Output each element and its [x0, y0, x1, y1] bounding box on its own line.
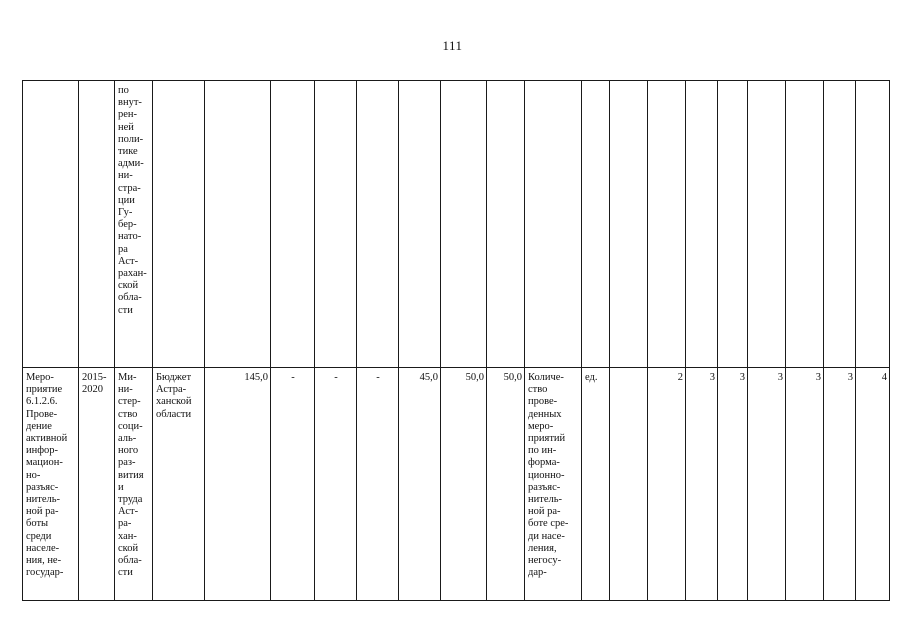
cell-empty	[271, 81, 315, 368]
funding-source: Бюджет Астра- ханской области	[156, 372, 192, 420]
cell-empty	[648, 81, 686, 368]
cell-empty	[357, 81, 399, 368]
base-value-cell	[610, 368, 648, 601]
cell-empty	[79, 81, 115, 368]
program-table	[22, 80, 890, 601]
continuation-row	[23, 81, 890, 368]
period-cell	[79, 368, 115, 601]
cell-empty	[525, 81, 582, 368]
cell-empty	[399, 81, 441, 368]
cell-empty	[153, 81, 205, 368]
funding-2019: 50,0	[441, 368, 487, 601]
page-number: 111	[442, 38, 463, 53]
target-2021: 4	[856, 368, 890, 601]
target-2016: 3	[686, 368, 718, 601]
executor-text: по внут- рен- ней поли- тике адми- ни- стра- ции Гу- бер- нато- ра Аст- рахан- ской обла- сти	[118, 85, 147, 316]
cell-empty	[856, 81, 890, 368]
target-2019: 3	[786, 368, 824, 601]
indicator-cell	[525, 368, 582, 601]
cell-empty	[582, 81, 610, 368]
event-row	[23, 368, 890, 601]
cell-empty	[441, 81, 487, 368]
target-2018: 3	[748, 368, 786, 601]
funding-2016: -	[315, 368, 357, 601]
target-2017: 3	[718, 368, 748, 601]
cell-empty	[718, 81, 748, 368]
funding-2020: 50,0	[487, 368, 525, 601]
period: 2015- 2020	[82, 372, 107, 396]
funding-2018: 45,0	[399, 368, 441, 601]
event-name-cell	[23, 368, 79, 601]
unit-cell: ед.	[582, 368, 610, 601]
executor-cell	[115, 81, 153, 368]
cell-empty	[205, 81, 271, 368]
cell-empty	[686, 81, 718, 368]
funding-2015: -	[271, 368, 315, 601]
target-2015: 2	[648, 368, 686, 601]
source-cell	[153, 368, 205, 601]
target-2020: 3	[824, 368, 856, 601]
funding-2017: -	[357, 368, 399, 601]
cell-empty	[748, 81, 786, 368]
cell-empty	[786, 81, 824, 368]
cell-empty	[824, 81, 856, 368]
cell-empty	[610, 81, 648, 368]
executor-cell	[115, 368, 153, 601]
cell-empty	[487, 81, 525, 368]
total-cell: 145,0	[205, 368, 271, 601]
indicator-text: Количе- ство прове- денных меро- приятий по ин- форма- ционно- разъяс- нитель- ной ра- боте сре- ди насе- ления, негосу- дар-	[528, 372, 569, 579]
cell-empty	[23, 81, 79, 368]
event-name: Меро- приятие 6.1.2.6. Прове- дение активной инфор- мацион- но- разъяс- нитель- ной ра- боты среди населе- ния, не- государ-	[26, 372, 68, 579]
cell-empty	[315, 81, 357, 368]
executor-text: Ми- ни- стер- ство соци- аль- ного раз- вития и труда Аст- ра- хан- ской обла- сти	[118, 372, 144, 579]
